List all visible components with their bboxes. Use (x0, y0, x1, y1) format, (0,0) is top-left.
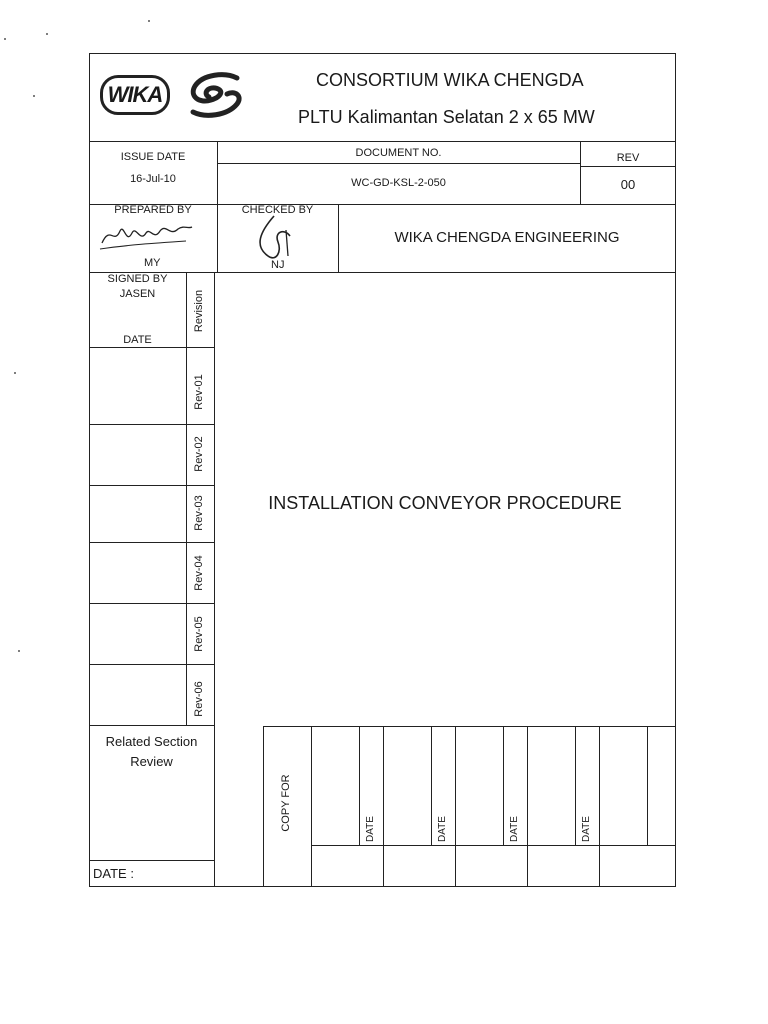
related-section-label: Related Section (105, 734, 198, 749)
divider (217, 163, 580, 164)
divider (580, 166, 676, 167)
rev-label: REV (616, 152, 640, 164)
checker-initials: NJ (271, 259, 285, 271)
rev-value: 00 (620, 177, 636, 192)
divider (263, 726, 676, 727)
divider (527, 726, 528, 887)
issue-date-value: 16-Jul-10 (130, 173, 176, 185)
divider (89, 347, 214, 348)
divider (599, 726, 600, 887)
preparer-initials: MY (144, 257, 161, 269)
scan-speck (148, 20, 150, 22)
divider (431, 726, 432, 845)
divider (311, 726, 312, 887)
engineering-name: WIKA CHENGDA ENGINEERING (394, 229, 620, 246)
revision-row-label: Rev-06 (193, 681, 205, 717)
revision-row-label: Rev-03 (193, 495, 205, 531)
divider (359, 726, 360, 845)
scan-speck (4, 38, 6, 40)
divider (647, 726, 648, 845)
scan-speck (18, 650, 20, 652)
copy-date-label: DATE (365, 816, 376, 842)
signed-by-label: SIGNED BY (107, 273, 168, 285)
document-no-value: WC-GD-KSL-2-050 (351, 177, 446, 189)
copy-date-label: DATE (437, 816, 448, 842)
related-date-label: DATE : (93, 866, 134, 881)
divider (575, 726, 576, 845)
signed-date-label: DATE (123, 334, 152, 346)
chengda-logo-icon (185, 70, 245, 120)
divider (186, 272, 187, 725)
divider (503, 726, 504, 845)
divider (89, 141, 676, 142)
revision-row-label: Rev-01 (193, 374, 205, 410)
wika-logo: WIKA (100, 75, 170, 115)
revision-label: Revision (193, 289, 205, 333)
copy-date-label: DATE (509, 816, 520, 842)
related-review-label: Review (130, 754, 173, 769)
prepared-by-label: PREPARED BY (114, 204, 192, 216)
divider (214, 272, 215, 887)
divider (89, 664, 214, 665)
signed-by-name: JASEN (119, 288, 156, 300)
checked-by-label: CHECKED BY (241, 204, 314, 216)
divider (383, 726, 384, 887)
scan-speck (46, 33, 48, 35)
document-no-label: DOCUMENT NO. (355, 147, 442, 159)
copy-date-label: DATE (581, 816, 592, 842)
scan-speck (33, 95, 35, 97)
revision-row-label: Rev-02 (193, 436, 205, 472)
copy-for-label: COPY FOR (280, 774, 292, 832)
scan-speck (14, 372, 16, 374)
divider (263, 726, 264, 887)
issue-date-label: ISSUE DATE (120, 151, 186, 163)
revision-row-label: Rev-04 (193, 555, 205, 591)
preparer-signature (96, 215, 196, 255)
divider (455, 726, 456, 887)
divider (89, 860, 214, 861)
document-title: INSTALLATION CONVEYOR PROCEDURE (268, 493, 622, 513)
divider (580, 141, 581, 204)
project-name: PLTU Kalimantan Selatan 2 x 65 MW (298, 107, 595, 127)
company-name: CONSORTIUM WIKA CHENGDA (316, 70, 584, 90)
revision-row-label: Rev-05 (193, 616, 205, 652)
